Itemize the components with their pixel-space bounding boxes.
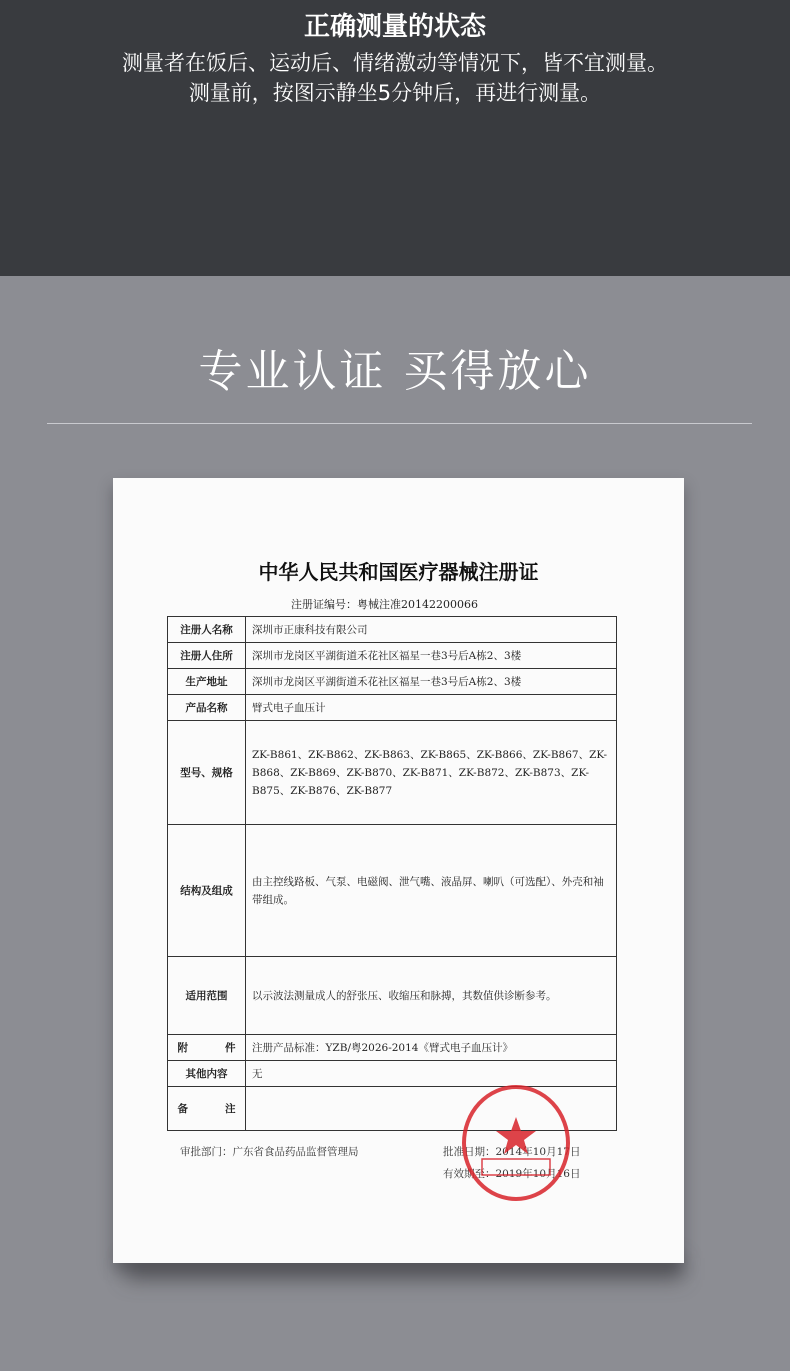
row-value: 由主控线路板、气泵、电磁阀、泄气嘴、液晶屏、喇叭（可选配）、外壳和袖带组成。 bbox=[246, 825, 617, 957]
row-label: 结构及组成 bbox=[168, 825, 246, 957]
table-row bbox=[168, 643, 617, 669]
row-value: 注册产品标准：YZB/粤2026-2014《臂式电子血压计》 bbox=[246, 1035, 617, 1061]
section-divider bbox=[47, 423, 752, 424]
row-label bbox=[168, 1035, 246, 1061]
row-value: 深圳市正康科技有限公司 bbox=[246, 617, 617, 643]
valid-until: 有效期至：2019年10月16日 bbox=[443, 1168, 581, 1180]
approval-date: 批准日期：2014年10月17日 bbox=[443, 1146, 581, 1158]
row-label bbox=[168, 1087, 246, 1131]
top-panel bbox=[0, 0, 790, 276]
certificate-document bbox=[113, 478, 684, 1263]
section-title: 专业认证 买得放心 bbox=[198, 346, 592, 397]
certificate-title: 中华人民共和国医疗器械注册证 bbox=[258, 560, 539, 584]
row-value: 深圳市龙岗区平湖街道禾花社区福星一巷3号后A栋2、3楼 bbox=[246, 669, 617, 695]
row-value: 以示波法测量成人的舒张压、收缩压和脉搏，其数值供诊断参考。 bbox=[246, 957, 617, 1035]
top-line-1: 测量者在饭后、运动后、情绪激动等情况下，皆不宜测量。 bbox=[122, 51, 668, 75]
approval-department: 审批部门：广东省食品药品监督管理局 bbox=[180, 1146, 359, 1158]
row-label: 其他内容 bbox=[168, 1061, 246, 1087]
table-row bbox=[168, 721, 617, 825]
official-seal-icon bbox=[460, 1083, 572, 1203]
row-label: 生产地址 bbox=[168, 669, 246, 695]
table-row bbox=[168, 1035, 617, 1061]
certificate-number: 注册证编号：粤械注准20142200066 bbox=[291, 598, 478, 611]
row-label: 适用范围 bbox=[168, 957, 246, 1035]
certificate-table bbox=[167, 616, 617, 1131]
row-label-text: 附件 bbox=[177, 1042, 236, 1054]
row-value: 深圳市龙岗区平湖街道禾花社区福星一巷3号后A栋2、3楼 bbox=[246, 643, 617, 669]
table-row bbox=[168, 957, 617, 1035]
row-label: 产品名称 bbox=[168, 695, 246, 721]
top-line-2: 测量前，按图示静坐5分钟后，再进行测量。 bbox=[188, 81, 602, 105]
top-title: 正确测量的状态 bbox=[303, 12, 486, 42]
row-label-text: 备注 bbox=[177, 1103, 236, 1115]
table-row bbox=[168, 695, 617, 721]
row-value: 无 bbox=[246, 1061, 617, 1087]
row-label: 型号、规格 bbox=[168, 721, 246, 825]
row-label: 注册人名称 bbox=[168, 617, 246, 643]
row-label: 注册人住所 bbox=[168, 643, 246, 669]
table-row bbox=[168, 617, 617, 643]
row-value: 臂式电子血压计 bbox=[246, 695, 617, 721]
table-row bbox=[168, 825, 617, 957]
table-row bbox=[168, 669, 617, 695]
row-value: ZK-B861、ZK-B862、ZK-B863、ZK-B865、ZK-B866、ZK-B867、ZK-B868、ZK-B869、ZK-B870、ZK-B871、ZK-B872、ZK-B873、ZK-B875、ZK-B876、ZK-B877 bbox=[246, 721, 617, 825]
